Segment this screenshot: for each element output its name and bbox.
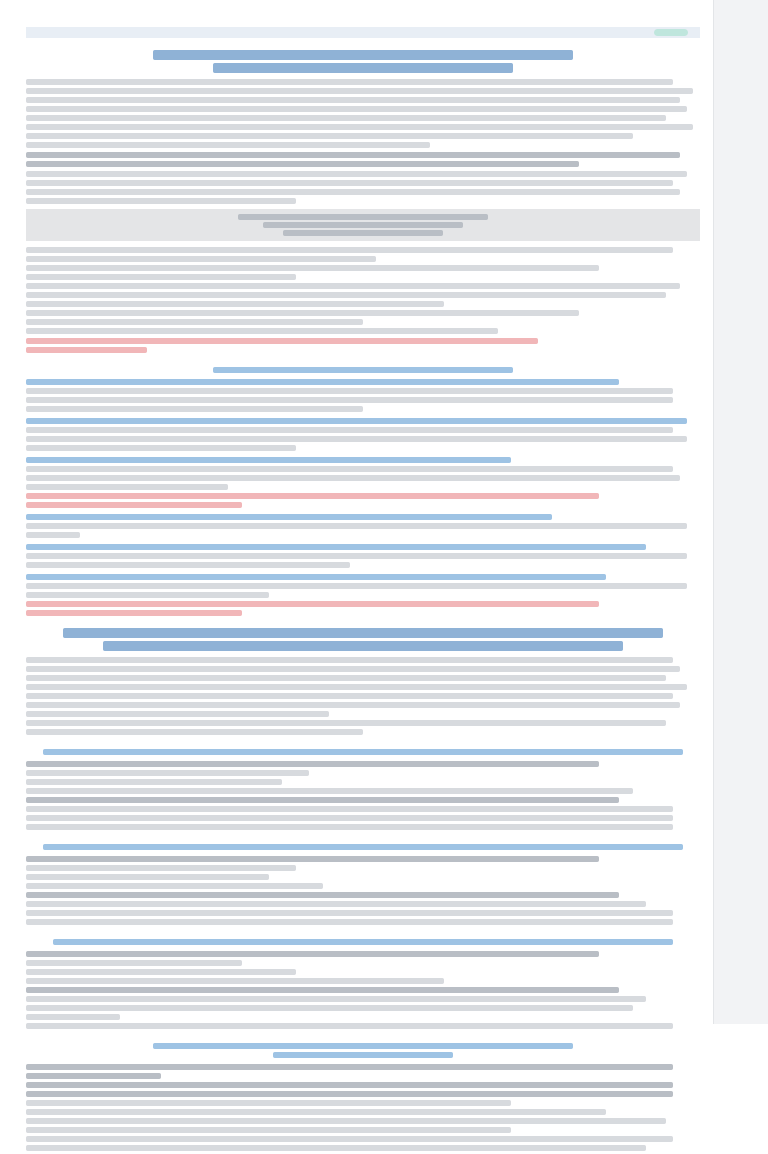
magnesium-zinc-equations <box>26 1064 700 1151</box>
subtitle-aluminium <box>26 939 700 945</box>
equation-block-2 <box>26 418 700 451</box>
warning-note <box>26 338 700 353</box>
chromium-equations <box>26 856 700 925</box>
breadcrumb[interactable] <box>26 27 700 38</box>
iron-equations <box>26 761 700 830</box>
article <box>26 0 700 1154</box>
subtitle-chromium <box>26 844 700 850</box>
equation-block-3 <box>26 457 700 508</box>
subtitle-iron <box>26 749 700 755</box>
breadcrumb-badge <box>654 29 688 36</box>
subtitle-magnesium-zinc <box>26 1043 700 1058</box>
page-title <box>26 0 700 20</box>
section-title-1 <box>26 50 700 73</box>
equation-block-4 <box>26 514 700 538</box>
equation-block-1 <box>26 379 700 412</box>
section-title-2 <box>26 628 700 651</box>
paragraph-passivation <box>26 657 700 735</box>
paragraph-products <box>26 247 700 334</box>
highlight-box-reaction <box>26 209 700 241</box>
scrollbar[interactable] <box>713 0 768 1024</box>
paragraph-noble-metals <box>26 171 700 204</box>
aluminium-equations <box>26 951 700 1029</box>
paragraph-intro <box>26 79 700 148</box>
equation-block-5 <box>26 544 700 568</box>
paragraph-note <box>26 152 700 167</box>
subtitle-example-equations <box>26 367 700 373</box>
equation-block-6 <box>26 574 700 616</box>
